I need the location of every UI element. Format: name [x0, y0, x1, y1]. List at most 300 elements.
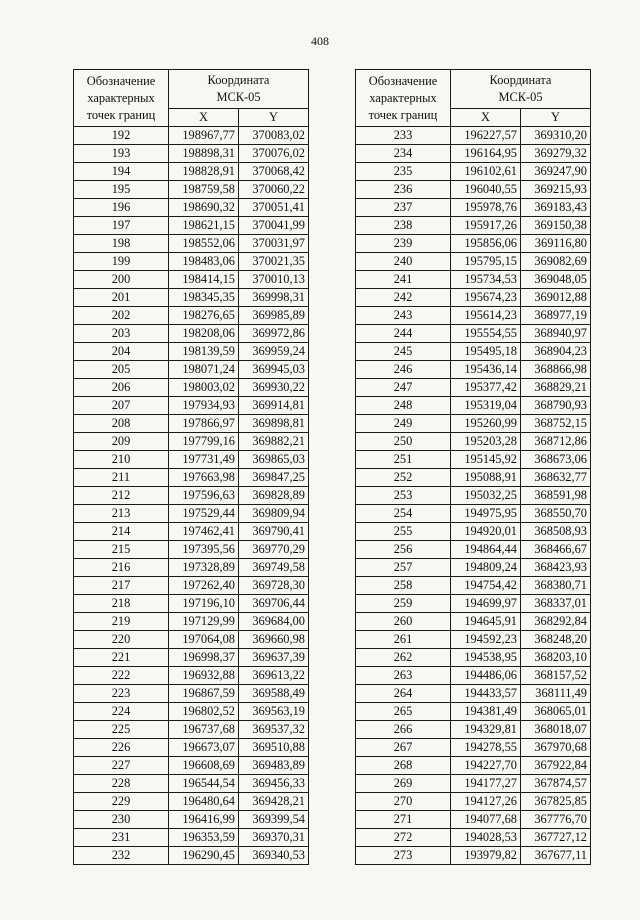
table-row [74, 325, 309, 343]
point-number: 268 [356, 757, 451, 775]
y-header: Y [521, 109, 591, 127]
x-value: 198483,06 [169, 253, 239, 271]
x-value: 196802,52 [169, 703, 239, 721]
table-row [356, 343, 591, 361]
y-value: 370021,35 [239, 253, 309, 271]
table-row [74, 559, 309, 577]
x-value: 195917,26 [451, 217, 521, 235]
y-value: 370010,13 [239, 271, 309, 289]
point-number: 193 [74, 145, 169, 163]
y-value: 368977,19 [521, 307, 591, 325]
y-value: 367677,11 [521, 847, 591, 865]
coordinates-table-left [73, 69, 309, 865]
point-number: 273 [356, 847, 451, 865]
x-value: 196164,95 [451, 145, 521, 163]
x-value: 194127,26 [451, 793, 521, 811]
y-value: 370060,22 [239, 181, 309, 199]
y-value: 368065,01 [521, 703, 591, 721]
x-value: 195260,99 [451, 415, 521, 433]
y-value: 369898,81 [239, 415, 309, 433]
point-number: 201 [74, 289, 169, 307]
x-value: 194809,24 [451, 559, 521, 577]
table-row [356, 199, 591, 217]
y-value: 369660,98 [239, 631, 309, 649]
point-number: 221 [74, 649, 169, 667]
point-number: 258 [356, 577, 451, 595]
table-row [74, 271, 309, 289]
y-value: 369563,19 [239, 703, 309, 721]
table-row [356, 613, 591, 631]
point-number: 224 [74, 703, 169, 721]
x-value: 195088,91 [451, 469, 521, 487]
point-number: 209 [74, 433, 169, 451]
point-number: 198 [74, 235, 169, 253]
table-row [356, 721, 591, 739]
table-row [74, 361, 309, 379]
y-value: 368466,67 [521, 541, 591, 559]
table-row [356, 127, 591, 145]
y-value: 368292,84 [521, 613, 591, 631]
point-number: 202 [74, 307, 169, 325]
point-number: 194 [74, 163, 169, 181]
y-value: 369865,03 [239, 451, 309, 469]
point-number: 222 [74, 667, 169, 685]
table-row [74, 235, 309, 253]
y-value: 369082,69 [521, 253, 591, 271]
x-value: 196040,55 [451, 181, 521, 199]
table-row [74, 721, 309, 739]
x-value: 196737,68 [169, 721, 239, 739]
point-number: 247 [356, 379, 451, 397]
point-number: 225 [74, 721, 169, 739]
coordinate-group-header-line: Координата [207, 73, 270, 88]
table-row [356, 829, 591, 847]
table-row [74, 595, 309, 613]
table-row [74, 217, 309, 235]
y-value: 369279,32 [521, 145, 591, 163]
y-value: 368673,06 [521, 451, 591, 469]
x-value: 196102,61 [451, 163, 521, 181]
table-row [74, 631, 309, 649]
x-value: 197328,89 [169, 559, 239, 577]
point-number: 250 [356, 433, 451, 451]
x-value: 197196,10 [169, 595, 239, 613]
y-value: 369882,21 [239, 433, 309, 451]
x-value: 198071,24 [169, 361, 239, 379]
x-value: 196290,45 [169, 847, 239, 865]
x-value: 198345,35 [169, 289, 239, 307]
point-label-header-line: характерных [369, 90, 437, 105]
table-row [74, 451, 309, 469]
point-number: 235 [356, 163, 451, 181]
y-value: 370068,42 [239, 163, 309, 181]
point-number: 251 [356, 451, 451, 469]
x-value: 197934,93 [169, 397, 239, 415]
point-label-header [356, 70, 451, 127]
table-row [356, 469, 591, 487]
table-row [74, 343, 309, 361]
point-number: 241 [356, 271, 451, 289]
coordinate-group-header [451, 70, 591, 109]
table-row [356, 181, 591, 199]
y-value: 369998,31 [239, 289, 309, 307]
point-number: 217 [74, 577, 169, 595]
x-value: 197462,41 [169, 523, 239, 541]
x-value: 196998,37 [169, 649, 239, 667]
y-value: 369809,94 [239, 505, 309, 523]
point-number: 240 [356, 253, 451, 271]
point-number: 211 [74, 469, 169, 487]
y-value: 367727,12 [521, 829, 591, 847]
point-number: 248 [356, 397, 451, 415]
table-row [74, 127, 309, 145]
table-row [74, 199, 309, 217]
point-number: 207 [74, 397, 169, 415]
table-row [356, 487, 591, 505]
y-value: 369749,58 [239, 559, 309, 577]
x-value: 194028,53 [451, 829, 521, 847]
y-value: 369456,33 [239, 775, 309, 793]
table-row [74, 667, 309, 685]
table-row [356, 667, 591, 685]
table-row [356, 379, 591, 397]
point-number: 205 [74, 361, 169, 379]
point-number: 262 [356, 649, 451, 667]
x-value: 195795,15 [451, 253, 521, 271]
point-number: 261 [356, 631, 451, 649]
y-value: 368423,93 [521, 559, 591, 577]
point-number: 234 [356, 145, 451, 163]
y-value: 370041,99 [239, 217, 309, 235]
y-value: 369828,89 [239, 487, 309, 505]
table-row [74, 703, 309, 721]
y-value: 369310,20 [521, 127, 591, 145]
x-value: 198139,59 [169, 343, 239, 361]
point-number: 231 [74, 829, 169, 847]
x-value: 196480,64 [169, 793, 239, 811]
y-value: 369370,31 [239, 829, 309, 847]
point-number: 245 [356, 343, 451, 361]
x-value: 197799,16 [169, 433, 239, 451]
y-value: 368248,20 [521, 631, 591, 649]
x-value: 194592,23 [451, 631, 521, 649]
x-value: 195032,25 [451, 487, 521, 505]
y-value: 367825,85 [521, 793, 591, 811]
point-number: 260 [356, 613, 451, 631]
table-row [74, 289, 309, 307]
table-row [356, 163, 591, 181]
table-row [356, 577, 591, 595]
point-number: 269 [356, 775, 451, 793]
x-value: 194645,91 [451, 613, 521, 631]
x-value: 195554,55 [451, 325, 521, 343]
point-number: 256 [356, 541, 451, 559]
point-number: 208 [74, 415, 169, 433]
y-value: 369012,88 [521, 289, 591, 307]
point-number: 272 [356, 829, 451, 847]
x-value: 197262,40 [169, 577, 239, 595]
table-row [356, 523, 591, 541]
point-number: 203 [74, 325, 169, 343]
x-value: 197596,63 [169, 487, 239, 505]
point-number: 228 [74, 775, 169, 793]
y-value: 369510,88 [239, 739, 309, 757]
x-value: 196353,59 [169, 829, 239, 847]
y-value: 369847,25 [239, 469, 309, 487]
coordinate-group-header [169, 70, 309, 109]
table-row [356, 811, 591, 829]
x-value: 195495,18 [451, 343, 521, 361]
table-row [356, 685, 591, 703]
x-value: 195145,92 [451, 451, 521, 469]
y-value: 368790,93 [521, 397, 591, 415]
table-row [356, 703, 591, 721]
x-value: 195856,06 [451, 235, 521, 253]
table-row [74, 487, 309, 505]
x-value: 198621,15 [169, 217, 239, 235]
table-row [74, 577, 309, 595]
x-value: 198276,65 [169, 307, 239, 325]
table-row [74, 757, 309, 775]
y-value: 368157,52 [521, 667, 591, 685]
x-value: 196673,07 [169, 739, 239, 757]
table-row [74, 541, 309, 559]
table-row [356, 631, 591, 649]
table-row [356, 739, 591, 757]
x-value: 194699,97 [451, 595, 521, 613]
point-number: 236 [356, 181, 451, 199]
x-value: 198898,31 [169, 145, 239, 163]
point-number: 244 [356, 325, 451, 343]
y-value: 369770,29 [239, 541, 309, 559]
y-value: 368203,10 [521, 649, 591, 667]
x-value: 194754,42 [451, 577, 521, 595]
point-number: 216 [74, 559, 169, 577]
table-row [356, 541, 591, 559]
x-value: 197866,97 [169, 415, 239, 433]
point-number: 233 [356, 127, 451, 145]
y-value: 369340,53 [239, 847, 309, 865]
x-value: 198208,06 [169, 325, 239, 343]
y-value: 369588,49 [239, 685, 309, 703]
table-row [74, 685, 309, 703]
table-row [74, 253, 309, 271]
point-label-header-line: Обозначение [86, 73, 156, 88]
x-value: 196867,59 [169, 685, 239, 703]
table-row [356, 271, 591, 289]
table-row [74, 523, 309, 541]
x-value: 198690,32 [169, 199, 239, 217]
y-value: 369150,38 [521, 217, 591, 235]
y-value: 370031,97 [239, 235, 309, 253]
x-value: 197663,98 [169, 469, 239, 487]
x-value: 194864,44 [451, 541, 521, 559]
y-value: 368712,86 [521, 433, 591, 451]
table-row [356, 559, 591, 577]
coordinates-right-body [356, 127, 591, 865]
point-number: 267 [356, 739, 451, 757]
x-value: 197064,08 [169, 631, 239, 649]
y-value: 369215,93 [521, 181, 591, 199]
x-value: 194975,95 [451, 505, 521, 523]
y-value: 368632,77 [521, 469, 591, 487]
y-value: 368591,98 [521, 487, 591, 505]
point-number: 265 [356, 703, 451, 721]
table-row [74, 505, 309, 523]
x-value: 197129,99 [169, 613, 239, 631]
x-value: 196416,99 [169, 811, 239, 829]
page-number: 408 [311, 34, 329, 48]
y-value: 369930,22 [239, 379, 309, 397]
table-row [356, 847, 591, 865]
x-value: 194381,49 [451, 703, 521, 721]
y-value: 369914,81 [239, 397, 309, 415]
table-row [356, 451, 591, 469]
coordinate-group-header-line: МСК-05 [216, 90, 261, 105]
x-value: 197529,44 [169, 505, 239, 523]
table-row [74, 415, 309, 433]
table-row [74, 163, 309, 181]
y-value: 368550,70 [521, 505, 591, 523]
point-number: 226 [74, 739, 169, 757]
x-value: 194433,57 [451, 685, 521, 703]
table-row [74, 829, 309, 847]
table-row [74, 469, 309, 487]
point-number: 232 [74, 847, 169, 865]
y-value: 368752,15 [521, 415, 591, 433]
y-value: 367874,57 [521, 775, 591, 793]
table-row [356, 397, 591, 415]
table-row [74, 307, 309, 325]
x-value: 195734,53 [451, 271, 521, 289]
x-value: 195377,42 [451, 379, 521, 397]
point-number: 197 [74, 217, 169, 235]
point-label-header-line: Обозначение [368, 73, 438, 88]
x-value: 198552,06 [169, 235, 239, 253]
x-value: 194486,06 [451, 667, 521, 685]
x-value: 198414,15 [169, 271, 239, 289]
x-value: 194177,27 [451, 775, 521, 793]
coordinate-group-header-line: МСК-05 [498, 90, 543, 105]
point-number: 254 [356, 505, 451, 523]
coordinates-table-right [355, 69, 591, 865]
point-number: 257 [356, 559, 451, 577]
x-value: 198828,91 [169, 163, 239, 181]
table-row [356, 775, 591, 793]
table-row [74, 433, 309, 451]
point-label-header-line: характерных [87, 90, 155, 105]
y-value: 369706,44 [239, 595, 309, 613]
point-number: 255 [356, 523, 451, 541]
table-row [356, 145, 591, 163]
point-number: 206 [74, 379, 169, 397]
y-value: 369684,00 [239, 613, 309, 631]
y-value: 369972,86 [239, 325, 309, 343]
point-number: 229 [74, 793, 169, 811]
point-number: 230 [74, 811, 169, 829]
y-value: 368866,98 [521, 361, 591, 379]
y-value: 369613,22 [239, 667, 309, 685]
point-label-header [74, 70, 169, 127]
table-row [74, 397, 309, 415]
table-row [356, 505, 591, 523]
table-row [74, 775, 309, 793]
point-number: 195 [74, 181, 169, 199]
point-number: 204 [74, 343, 169, 361]
y-value: 369537,32 [239, 721, 309, 739]
y-value: 367922,84 [521, 757, 591, 775]
x-value: 194538,95 [451, 649, 521, 667]
x-value: 194278,55 [451, 739, 521, 757]
table-row [356, 433, 591, 451]
y-value: 368508,93 [521, 523, 591, 541]
y-value: 368337,01 [521, 595, 591, 613]
table-row [74, 847, 309, 865]
table-row [356, 325, 591, 343]
point-number: 263 [356, 667, 451, 685]
point-number: 259 [356, 595, 451, 613]
coordinates-left-body [74, 127, 309, 865]
point-number: 270 [356, 793, 451, 811]
y-value: 369728,30 [239, 577, 309, 595]
table-row [356, 235, 591, 253]
table-row [356, 307, 591, 325]
y-value: 369790,41 [239, 523, 309, 541]
y-value: 369428,21 [239, 793, 309, 811]
y-value: 368111,49 [521, 685, 591, 703]
point-label-header-line: точек границ [86, 107, 156, 122]
table-row [74, 649, 309, 667]
table-row [74, 793, 309, 811]
x-value: 196227,57 [451, 127, 521, 145]
y-value: 369483,89 [239, 757, 309, 775]
point-number: 213 [74, 505, 169, 523]
point-number: 249 [356, 415, 451, 433]
table-row [356, 595, 591, 613]
y-value: 368904,23 [521, 343, 591, 361]
y-value: 370051,41 [239, 199, 309, 217]
point-number: 243 [356, 307, 451, 325]
point-number: 239 [356, 235, 451, 253]
table-row [356, 253, 591, 271]
point-number: 246 [356, 361, 451, 379]
point-number: 218 [74, 595, 169, 613]
table-row [356, 217, 591, 235]
x-value: 196544,54 [169, 775, 239, 793]
point-number: 192 [74, 127, 169, 145]
table-row [74, 739, 309, 757]
y-value: 368829,21 [521, 379, 591, 397]
x-value: 193979,82 [451, 847, 521, 865]
x-header: X [169, 109, 239, 127]
x-value: 197731,49 [169, 451, 239, 469]
x-value: 196608,69 [169, 757, 239, 775]
x-value: 194920,01 [451, 523, 521, 541]
x-value: 194227,70 [451, 757, 521, 775]
y-value: 368940,97 [521, 325, 591, 343]
point-number: 238 [356, 217, 451, 235]
point-number: 266 [356, 721, 451, 739]
point-number: 196 [74, 199, 169, 217]
x-value: 194329,81 [451, 721, 521, 739]
table-row [74, 613, 309, 631]
table-row [356, 361, 591, 379]
point-number: 253 [356, 487, 451, 505]
point-number: 214 [74, 523, 169, 541]
x-value: 195436,14 [451, 361, 521, 379]
point-number: 264 [356, 685, 451, 703]
point-number: 219 [74, 613, 169, 631]
